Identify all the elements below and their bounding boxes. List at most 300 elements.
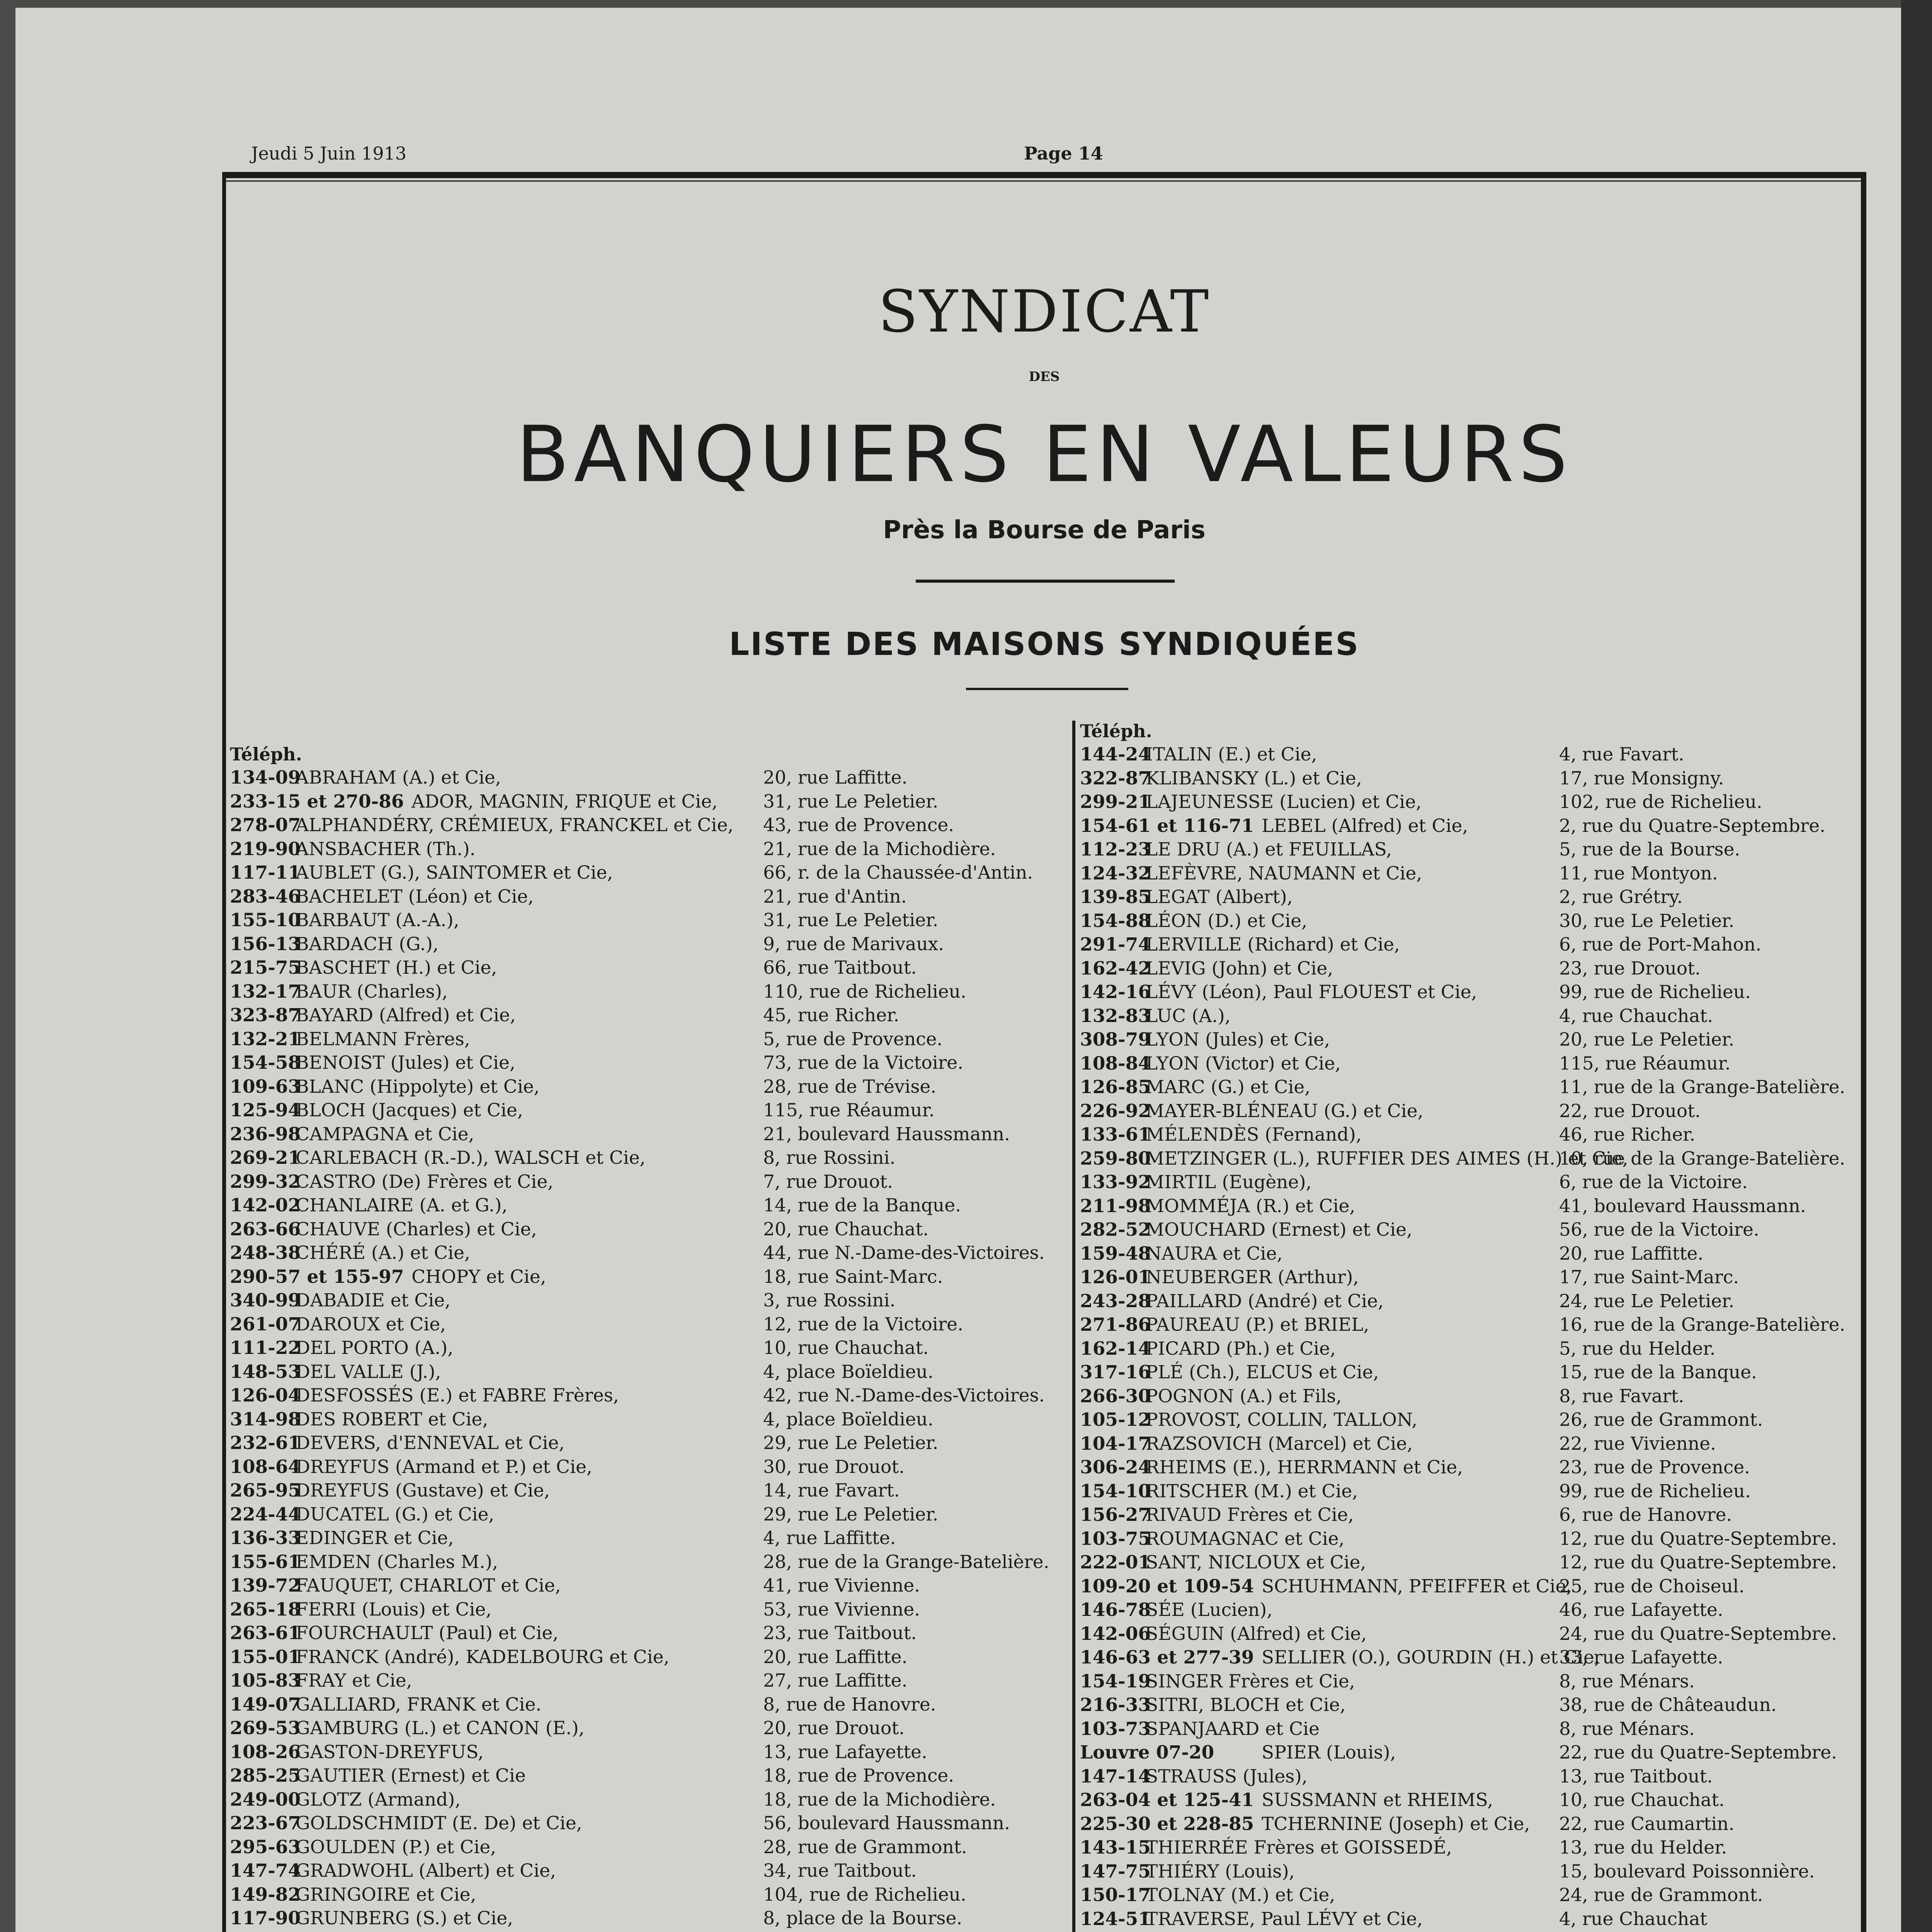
member-name: MOUCHARD (Ernest) et Cie, [1146,1219,1413,1240]
member-telephone: 216-33 [1080,1694,1151,1716]
member-telephone: 126-85 [1080,1077,1151,1098]
member-name: LEGAT (Albert), [1146,886,1293,908]
member-entry [1080,1481,1861,1505]
member-name: THIÉRY (Louis), [1146,1861,1295,1882]
member-address: 33, rue Lafayette. [1559,1647,1723,1668]
scan-edge [1901,0,1932,1932]
member-address: 110, rue de Richelieu. [763,981,966,1002]
member-entry [230,1504,1068,1528]
member-name: LÉON (D.) et Cie, [1146,910,1308,932]
member-telephone: 134-09 [230,767,301,788]
member-address: 20, rue Laffitte. [1559,1243,1704,1264]
member-entry [230,1742,1068,1765]
member-name: SINGER Frères et Cie, [1146,1670,1355,1692]
member-telephone: 224-44 [230,1503,301,1525]
member-telephone: 117-11 [230,862,301,883]
member-address: 10, rue Chauchat. [763,1337,929,1359]
member-entry [230,1337,1068,1361]
member-name: CARLEBACH (R.-D.), WALSCH et Cie, [296,1147,646,1168]
member-name: SANT, NICLOUX et Cie, [1146,1552,1366,1573]
member-entry [1080,1219,1861,1243]
member-name: DUCATEL (G.) et Cie, [296,1503,495,1525]
member-entry [1080,1172,1861,1196]
member-telephone: 249-00 [230,1789,301,1810]
member-telephone: 156-27 [1080,1504,1151,1526]
member-name: BENOIST (Jules) et Cie, [296,1052,515,1073]
member-telephone: 149-82 [230,1884,301,1905]
member-address: 23, rue de Provence. [1559,1457,1750,1478]
member-telephone: 109-20 et 109-54 [1080,1575,1254,1597]
member-address: 102, rue de Richelieu. [1559,791,1762,813]
member-address: 28, rue de Grammont. [763,1836,967,1858]
member-name: GASTON-DREYFUS, [296,1741,484,1763]
member-name: DESFOSSÉS (E.) et FABRE Frères, [296,1385,619,1406]
left-tel-header: Téléph. [230,744,302,765]
member-address: 22, rue Vivienne. [1559,1433,1716,1454]
member-telephone: 259-80 [1080,1148,1151,1169]
member-name: LEBEL (Alfred) et Cie, [1262,815,1468,837]
member-name: ALPHANDÉRY, CRÉMIEUX, FRANCKEL et Cie, [296,815,734,836]
member-telephone: 126-04 [230,1385,301,1406]
member-name: CHOPY et Cie, [412,1266,546,1287]
member-address: 34, rue Taitbout. [763,1860,917,1881]
member-entry [230,1670,1068,1694]
member-address: 66, rue Taitbout. [763,957,917,978]
member-address: 8, rue Ménars. [1559,1670,1695,1692]
member-address: 22, rue Drouot. [1559,1100,1701,1122]
member-entry [230,1124,1068,1148]
member-name: PROVOST, COLLIN, TALLON, [1146,1409,1418,1430]
member-name: RITSCHER (M.) et Cie, [1146,1480,1358,1502]
member-address: 9, rue de Marivaux. [763,933,944,955]
right-member-list [1080,744,1861,1932]
member-name: BAUR (Charles), [296,981,448,1002]
member-telephone: 132-21 [230,1028,301,1050]
member-entry [1080,1243,1861,1267]
member-name: TRAVERSE, Paul LÉVY et Cie, [1146,1908,1423,1930]
member-telephone: 139-85 [1080,886,1151,908]
member-entry [230,1884,1068,1908]
member-telephone: 290-57 et 155-97 [230,1266,404,1287]
member-entry [230,1290,1068,1314]
member-address: 10, rue Chauchat. [1559,1789,1725,1811]
member-telephone: 261-07 [230,1313,301,1335]
member-entry [1080,815,1861,839]
member-telephone: 136-33 [230,1527,301,1549]
member-name: SUSSMANN et RHEIMS, [1262,1789,1493,1811]
member-name: DEL VALLE (J.), [296,1361,441,1383]
member-name: KLIBANSKY (L.) et Cie, [1146,767,1362,789]
member-entry [230,1551,1068,1575]
member-address: 44, rue N.-Dame-des-Victoires. [763,1242,1045,1264]
member-entry [1080,1433,1861,1457]
member-address: 22, rue Caumartin. [1559,1813,1735,1835]
member-name: MOMMÉJA (R.) et Cie, [1146,1195,1355,1217]
member-entry [230,1385,1068,1409]
right-tel-header: Téléph. [1080,721,1152,742]
member-entry [1080,1386,1861,1410]
member-name: NEUBERGER (Arthur), [1146,1267,1359,1288]
member-entry [230,934,1068,957]
member-name: BLOCH (Jacques) et Cie, [296,1100,523,1121]
member-name: LERVILLE (Richard) et Cie, [1146,934,1400,955]
member-name: BACHELET (Léon) et Cie, [296,886,534,907]
member-name: SPIER (Louis), [1262,1742,1396,1763]
member-entry [230,886,1068,910]
member-name: MÉLENDÈS (Fernand), [1146,1124,1362,1145]
member-name: NAURA et Cie, [1146,1243,1283,1264]
member-address: 12, rue du Quatre-Septembre. [1559,1528,1837,1549]
member-telephone: 233-15 et 270-86 [230,791,404,812]
member-address: 28, rue de la Grange-Batelière. [763,1551,1049,1573]
member-entry [1080,1100,1861,1124]
member-name: LYON (Jules) et Cie, [1146,1029,1330,1050]
member-name: DES ROBERT et Cie, [296,1408,488,1430]
title-syndicat: SYNDICAT [878,278,1211,345]
member-address: 20, rue Drouot. [763,1718,905,1739]
member-name: LAJEUNESSE (Lucien) et Cie, [1146,791,1422,813]
member-name: CHAUVE (Charles) et Cie, [296,1218,537,1240]
member-address: 20, rue Laffitte. [763,767,908,788]
member-address: 12, rue de la Victoire. [763,1313,963,1335]
member-address: 6, rue de la Victoire. [1559,1172,1748,1193]
member-address: 17, rue Saint-Marc. [1559,1267,1739,1288]
member-entry [1080,768,1861,792]
member-telephone: 150-17 [1080,1884,1151,1906]
member-entry [1080,1005,1861,1029]
member-entry [1080,744,1861,768]
member-telephone: 133-61 [1080,1124,1151,1145]
member-entry [1080,839,1861,863]
member-telephone: 132-83 [1080,1005,1151,1027]
member-telephone: 317-16 [1080,1362,1151,1383]
member-name: FERRI (Louis) et Cie, [296,1599,492,1620]
member-address: 2, rue Grétry. [1559,886,1683,908]
member-entry [1080,1718,1861,1742]
member-address: 30, rue Drouot. [763,1456,905,1478]
member-entry [1080,1314,1861,1338]
member-telephone: 125-94 [230,1100,301,1121]
member-name: FRANCK (André), KADELBOURG et Cie, [296,1646,670,1668]
member-entry [230,1813,1068,1837]
member-entry [1080,1362,1861,1386]
member-entry [1080,1647,1861,1671]
member-address: 20, rue Chauchat. [763,1218,929,1240]
member-telephone: 219-90 [230,838,301,860]
member-address: 24, rue de Grammont. [1559,1884,1763,1906]
member-name: CASTRO (De) Frères et Cie, [296,1171,554,1192]
member-telephone: 265-18 [230,1599,301,1620]
member-entry [230,1361,1068,1385]
member-address: 18, rue Saint-Marc. [763,1266,943,1287]
member-address: 115, rue Réaumur. [1559,1053,1731,1074]
member-entry [230,1718,1068,1742]
member-address: 2, rue du Quatre-Septembre. [1559,815,1826,837]
column-divider [1072,721,1075,1932]
member-name: LEFÈVRE, NAUMANN et Cie, [1146,862,1422,884]
member-entry [230,1860,1068,1884]
member-telephone: 154-58 [230,1052,301,1073]
member-telephone: 291-74 [1080,934,1151,955]
member-telephone: 112-23 [1080,839,1151,860]
member-telephone: 108-26 [230,1741,301,1763]
member-entry [1080,1196,1861,1219]
member-address: 29, rue Le Peletier. [763,1503,939,1525]
member-name: SÉGUIN (Alfred) et Cie, [1146,1623,1367,1645]
member-address: 28, rue de Trévise. [763,1076,937,1097]
member-telephone: 263-61 [230,1622,301,1644]
member-name: AUBLET (G.), SAINTOMER et Cie, [296,862,613,883]
member-address: 8, rue de Hanovre. [763,1694,936,1715]
member-name: DAROUX et Cie, [296,1313,446,1335]
member-address: 20, rue Le Peletier. [1559,1029,1735,1050]
member-entry [230,1219,1068,1243]
member-telephone: 248-38 [230,1242,301,1264]
member-address: 11, rue Montyon. [1559,862,1718,884]
member-name: SÉE (Lucien), [1146,1599,1273,1621]
member-telephone: 159-48 [1080,1243,1151,1264]
member-address: 8, rue Ménars. [1559,1718,1695,1740]
member-entry [230,1052,1068,1076]
member-entry [230,1171,1068,1195]
member-address: 26, rue de Grammont. [1559,1409,1763,1430]
member-address: 46, rue Richer. [1559,1124,1696,1145]
member-address: 21, rue de la Michodière. [763,838,996,860]
member-name: TOLNAY (M.) et Cie, [1146,1884,1335,1906]
member-name: DEL PORTO (A.), [296,1337,454,1359]
member-entry [1080,791,1861,815]
member-address: 30, rue Le Peletier. [1559,910,1735,932]
member-address: 12, rue du Quatre-Septembre. [1559,1552,1837,1573]
list-heading: LISTE DES MAISONS SYNDIQUÉES [729,626,1360,663]
member-name: CHANLAIRE (A. et G.), [296,1195,508,1216]
member-name: GRADWOHL (Albert) et Cie, [296,1860,556,1881]
member-telephone: 147-14 [1080,1765,1151,1787]
member-address: 17, rue Monsigny. [1559,767,1724,789]
member-telephone: Louvre 07-20 [1080,1742,1214,1763]
member-telephone: 147-74 [230,1860,301,1881]
member-address: 46, rue Lafayette. [1559,1599,1723,1621]
member-name: PICARD (Ph.) et Cie, [1146,1338,1336,1359]
member-address: 14, rue de la Banque. [763,1195,961,1216]
member-name: GRINGOIRE et Cie, [296,1884,476,1905]
member-entry [230,1456,1068,1480]
member-telephone: 278-07 [230,815,301,836]
title-bourse: Près la Bourse de Paris [883,516,1206,544]
member-telephone: 117-90 [230,1908,301,1929]
member-telephone: 226-92 [1080,1100,1151,1122]
member-entry [1080,1148,1861,1172]
member-entry [230,1646,1068,1670]
member-telephone: 108-64 [230,1456,301,1478]
member-entry [1080,1623,1861,1647]
member-name: POGNON (A.) et Fils, [1146,1385,1342,1407]
member-entry [230,1527,1068,1551]
member-entry [230,1575,1068,1599]
member-telephone: 155-10 [230,910,301,931]
member-telephone: 103-73 [1080,1718,1151,1740]
member-entry [1080,1576,1861,1600]
member-entry [230,1314,1068,1338]
member-name: LYON (Victor) et Cie, [1146,1053,1341,1074]
member-name: LEVIG (John) et Cie, [1146,957,1333,979]
member-entry [1080,1528,1861,1552]
member-telephone: 265-95 [230,1480,301,1501]
member-address: 31, rue Le Peletier. [763,791,939,812]
member-telephone: 132-17 [230,981,301,1002]
member-entry [230,981,1068,1005]
member-entry [230,1599,1068,1623]
member-name: GAMBURG (L.) et CANON (E.), [296,1718,585,1739]
member-entry [1080,1504,1861,1528]
member-name: BLANC (Hippolyte) et Cie, [296,1076,540,1097]
member-entry [230,1432,1068,1456]
member-telephone: 236-98 [230,1123,301,1145]
member-address: 22, rue du Quatre-Septembre. [1559,1742,1837,1763]
member-address: 45, rue Richer. [763,1005,900,1026]
member-telephone: 133-92 [1080,1172,1151,1193]
member-name: ADOR, MAGNIN, FRIQUE et Cie, [412,791,718,812]
member-address: 5, rue du Helder. [1559,1338,1716,1359]
member-entry [1080,1267,1861,1291]
member-address: 23, rue Drouot. [1559,957,1701,979]
member-telephone: 223-67 [230,1813,301,1834]
member-telephone: 306-24 [1080,1457,1151,1478]
member-entry [230,957,1068,981]
member-name: STRAUSS (Jules), [1146,1765,1308,1787]
member-telephone: 124-32 [1080,862,1151,884]
member-name: PLÉ (Ch.), ELCUS et Cie, [1146,1362,1379,1383]
member-address: 13, rue Lafayette. [763,1741,927,1763]
member-telephone: 162-42 [1080,957,1151,979]
member-name: METZINGER (L.), RUFFIER DES AIMES (H.) et Cie, [1146,1148,1628,1169]
member-address: 4, rue Favart. [1559,744,1684,765]
member-name: CAMPAGNA et Cie, [296,1123,474,1145]
member-address: 31, rue Le Peletier. [763,910,939,931]
member-name: RHEIMS (E.), HERRMANN et Cie, [1146,1457,1463,1478]
member-address: 56, rue de la Victoire. [1559,1219,1759,1240]
page-number: Page 14 [1024,143,1103,164]
member-entry [1080,1813,1861,1837]
member-name: SITRI, BLOCH et Cie, [1146,1694,1346,1716]
member-name: GAUTIER (Ernest) et Cie [296,1765,526,1786]
member-telephone: 154-88 [1080,910,1151,932]
member-address: 15, boulevard Poissonnière. [1559,1861,1815,1882]
member-name: THIERRÉE Frères et GOISSEDÉ, [1146,1837,1452,1858]
member-name: MAYER-BLÉNEAU (G.) et Cie, [1146,1100,1423,1122]
member-telephone: 232-61 [230,1432,301,1454]
member-telephone: 105-83 [230,1670,301,1691]
member-address: 13, rue du Helder. [1559,1837,1727,1858]
heading-rule [966,688,1128,690]
member-entry [1080,1766,1861,1790]
member-telephone: 263-66 [230,1218,301,1240]
member-address: 8, place de la Bourse. [763,1908,963,1929]
member-telephone: 139-72 [230,1575,301,1596]
member-telephone: 285-25 [230,1765,301,1786]
member-name: MARC (G.) et Cie, [1146,1077,1311,1098]
member-entry [230,1100,1068,1124]
member-address: 3, rue Rossini. [763,1290,896,1311]
member-address: 27, rue Laffitte. [763,1670,908,1691]
member-address: 104, rue de Richelieu. [763,1884,966,1905]
member-entry [1080,1789,1861,1813]
member-address: 20, rue Laffitte. [763,1646,908,1668]
member-telephone: 154-19 [1080,1670,1151,1692]
member-telephone: 154-10 [1080,1480,1151,1502]
member-telephone: 282-52 [1080,1219,1151,1240]
member-entry [1080,1694,1861,1718]
member-name: ANSBACHER (Th.). [296,838,476,860]
member-entry [1080,1861,1861,1885]
member-name: DREYFUS (Gustave) et Cie, [296,1480,550,1501]
member-address: 21, boulevard Haussmann. [763,1123,1010,1145]
member-name: ABRAHAM (A.) et Cie, [296,767,501,788]
member-telephone: 269-53 [230,1718,301,1739]
member-entry [1080,1884,1861,1908]
member-name: SCHUHMANN, PFEIFFER et Cie, [1262,1575,1572,1597]
member-telephone: 142-02 [230,1195,301,1216]
member-entry [230,1029,1068,1053]
member-telephone: 314-98 [230,1408,301,1430]
member-entry [230,767,1068,791]
member-entry [230,1409,1068,1433]
member-address: 4, rue Chauchat. [1559,1005,1713,1027]
member-telephone: 155-61 [230,1551,301,1573]
member-telephone: 148-53 [230,1361,301,1383]
member-name: PAILLARD (André) et Cie, [1146,1290,1384,1312]
member-name: SELLIER (O.), GOURDIN (H.) et Cie, [1262,1647,1600,1668]
member-name: GALLIARD, FRANK et Cie. [296,1694,542,1715]
member-entry [1080,1457,1861,1481]
member-address: 41, rue Vivienne. [763,1575,920,1596]
member-telephone: 295-63 [230,1836,301,1858]
member-name: SPANJAARD et Cie [1146,1718,1320,1740]
member-address: 38, rue de Châteaudun. [1559,1694,1777,1716]
title-banquiers: BANQUIERS EN VALEURS [516,410,1572,500]
member-entry [1080,1837,1861,1861]
member-address: 14, rue Favart. [763,1480,900,1501]
member-telephone: 109-63 [230,1076,301,1097]
member-telephone: 156-13 [230,933,301,955]
member-name: BASCHET (H.) et Cie, [296,957,497,978]
member-name: GLOTZ (Armand), [296,1789,461,1810]
member-telephone: 225-30 et 228-85 [1080,1813,1254,1835]
member-entry [230,1480,1068,1504]
member-telephone: 146-78 [1080,1599,1151,1621]
member-entry [1080,1077,1861,1100]
member-address: 11, rue de la Grange-Batelière. [1559,1077,1845,1098]
issue-date: Jeudi 5 Juin 1913 [251,143,407,164]
member-entry [1080,1029,1861,1053]
member-address: 8, rue Rossini. [763,1147,896,1168]
member-entry [230,1195,1068,1219]
member-name: TCHERNINE (Joseph) et Cie, [1262,1813,1530,1835]
member-entry [1080,1671,1861,1695]
member-entry [1080,934,1861,958]
member-name: GRUNBERG (S.) et Cie, [296,1908,513,1929]
member-address: 18, rue de Provence. [763,1765,954,1786]
member-name: GOLDSCHMIDT (E. De) et Cie, [296,1813,582,1834]
member-entry [230,1147,1068,1171]
member-telephone: 108-84 [1080,1053,1151,1074]
member-address: 6, rue de Port-Mahon. [1559,934,1762,955]
member-telephone: 103-75 [1080,1528,1151,1549]
member-address: 4, rue Chauchat [1559,1908,1708,1930]
member-telephone: 111-22 [230,1337,301,1359]
member-address: 8, rue Favart. [1559,1385,1684,1407]
member-address: 6, rue de Hanovre. [1559,1504,1732,1526]
